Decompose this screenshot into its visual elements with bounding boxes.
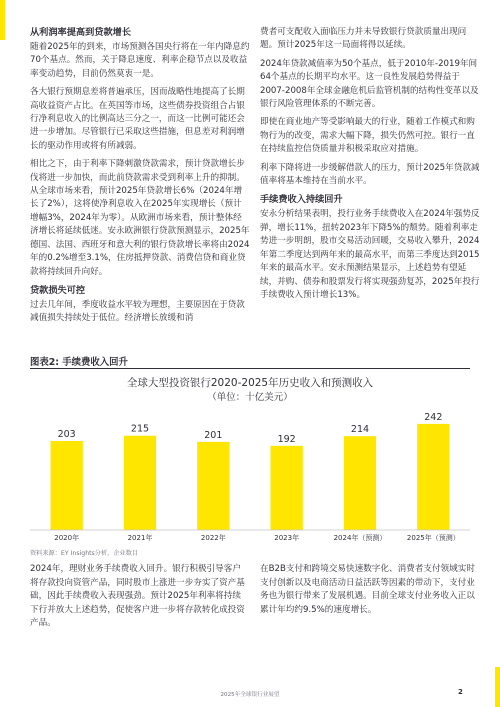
bar-3 <box>271 446 303 530</box>
chart-title: 全球大型投资银行2020-2025年历史收入和预测收入 <box>126 377 374 389</box>
page-number: 2 <box>458 688 463 696</box>
bottom-right-paragraph: 在B2B支付和跨境交易快速数字化、消费者支付领域实时支付创新以及电商活动日益活跃等因素的带动下，支付业务也为银行带来了发展机遇。目前全球支付业务收入正以累计年均约9.5%的速度增长。 <box>260 564 475 615</box>
category-label-1: 2021年 <box>127 534 153 542</box>
bar-1 <box>124 436 156 530</box>
paragraph: 即使在商业地产等受影响最大的行业，随着工作模式和购物行为的改变，需求大幅下降，损失仍然可控。银行一直在持续监控信贷质量并积极采取应对措施。 <box>260 117 475 155</box>
category-label-3: 2023年 <box>274 534 300 542</box>
figure-divider <box>30 368 470 369</box>
right-column <box>260 26 480 307</box>
bar-value-label-5: 242 <box>424 411 443 423</box>
bar-value-label-1: 215 <box>130 423 150 435</box>
chart-subtitle: （单位：十亿美元） <box>207 392 293 403</box>
category-label-2: 2022年 <box>200 534 226 542</box>
paragraph: 费者可支配收入面临压力并未导致银行贷款质量出现问题。预计2025年这一局面将得以延续。 <box>260 27 467 51</box>
bar-5 <box>417 424 449 530</box>
paragraph: 利率下降将进一步缓解借款人的压力，预计2025年贷款减值率将基本维持在当前水平。 <box>260 162 480 187</box>
category-label-5: 2025年（预测） <box>406 534 460 542</box>
paragraph: 安永分析结果表明，投行业务手续费收入在2024年强势反弹，增长11%，扭转2023年下降5%的颓势。随着利率走势进一步明朗，股市交易活动回暖，交易收入攀升，2024年第二季度达到两年来的最高水平，而第三季度达到2015年来的最高水平。安永预测结果显示，上述趋势有望延续，并购、债券和股票发行将实现强劲复苏，2025年投行手续费收入预计增长13%。 <box>260 209 480 300</box>
bar-0 <box>51 441 83 530</box>
figure-source: 资料来源：EY Insights分析，企业数目 <box>30 550 139 557</box>
paragraph: 2024年贷款减值率为50个基点，低于2010年-2019年间64个基点的长期平均水平。这一良性发展趋势得益于2007-2008年全球金融危机后监管机制的结构性变革以及银行风险管理体系的不断完善。 <box>260 58 479 110</box>
paragraph: 相比之下，由于利率下降刺激贷款需求，预计贷款增长步伐将进一步加快，而此前贷款需求受到利率上升的抑制。从全球市场来看，预计2025年贷款增长6%（2024年增长了2%），这将使净利息收入在2025年实现增长（预计增幅3%，2024年为零）。从欧洲市场来看，预计整体经济增长将延续低迷。安永欧洲银行贷款预测显示，2025年德国、法国、西班牙和意大利的银行贷款增长率将由2024年的0.2%增至3.1%，住房抵押贷款、消费信贷和商业贷款将持续回升向好。 <box>30 159 250 277</box>
figure-label: 图表2: 手续费收入回升 <box>30 357 128 368</box>
paragraph: 各大银行预期息差将普遍承压，因而战略性地提高了长期高收益资产占比。在英国等市场，这些债券投资组合占银行净利息收入的比例高达三分之一，而这一比例可能还会进一步增加。尽管银行已采取这些措施，但息差对利润增长的驱动作用或将有所减弱。 <box>30 87 245 151</box>
section-heading-margin-to-loan-growth: 从利润率提高到贷款增长 <box>30 27 132 38</box>
bar-2 <box>197 442 229 530</box>
accent-bar-bottom-right <box>495 667 500 707</box>
bar-value-label-2: 201 <box>204 429 223 441</box>
bar-value-label-3: 192 <box>277 433 296 445</box>
accent-bar-top-left <box>0 0 5 40</box>
bar-4 <box>344 436 376 530</box>
section-heading-fee-income: 手续费收入持续回升 <box>260 194 343 206</box>
bar-value-label-0: 203 <box>57 428 76 440</box>
left-column <box>30 26 250 331</box>
paragraph: 随着2025年的到来，市场预测各国央行将在一年内降息约70个基点。然而，关于降息速度、利率企稳节点以及收益率变动趋势，目前仍然莫衷一是。 <box>30 42 250 79</box>
bottom-left-paragraph: 2024年，理财业务手续费收入回升。银行积极引导客户将存款投向资管产品，同时股市上涨进一步夯实了资产基础，因此手续费收入表现强劲。预计2025年利率将持续下行并放大上述趋势，促使客户进一步将存款转化成投资产品。 <box>30 564 245 629</box>
section-heading-loan-losses: 贷款损失可控 <box>30 284 86 296</box>
paragraph: 过去几年间，季度收益水平较为理想，主要原因在于贷款减值损失持续处于低位。经济增长放缓和消 <box>30 299 245 324</box>
footer-title: 2025年全球银行业展望 <box>220 692 280 698</box>
fee-income-chart <box>30 372 470 542</box>
bar-value-label-4: 214 <box>350 424 370 436</box>
category-label-0: 2020年 <box>54 534 80 542</box>
bars-group <box>51 412 460 542</box>
bar-chart-svg <box>30 372 470 542</box>
category-label-4: 2024年（预测） <box>333 534 387 542</box>
